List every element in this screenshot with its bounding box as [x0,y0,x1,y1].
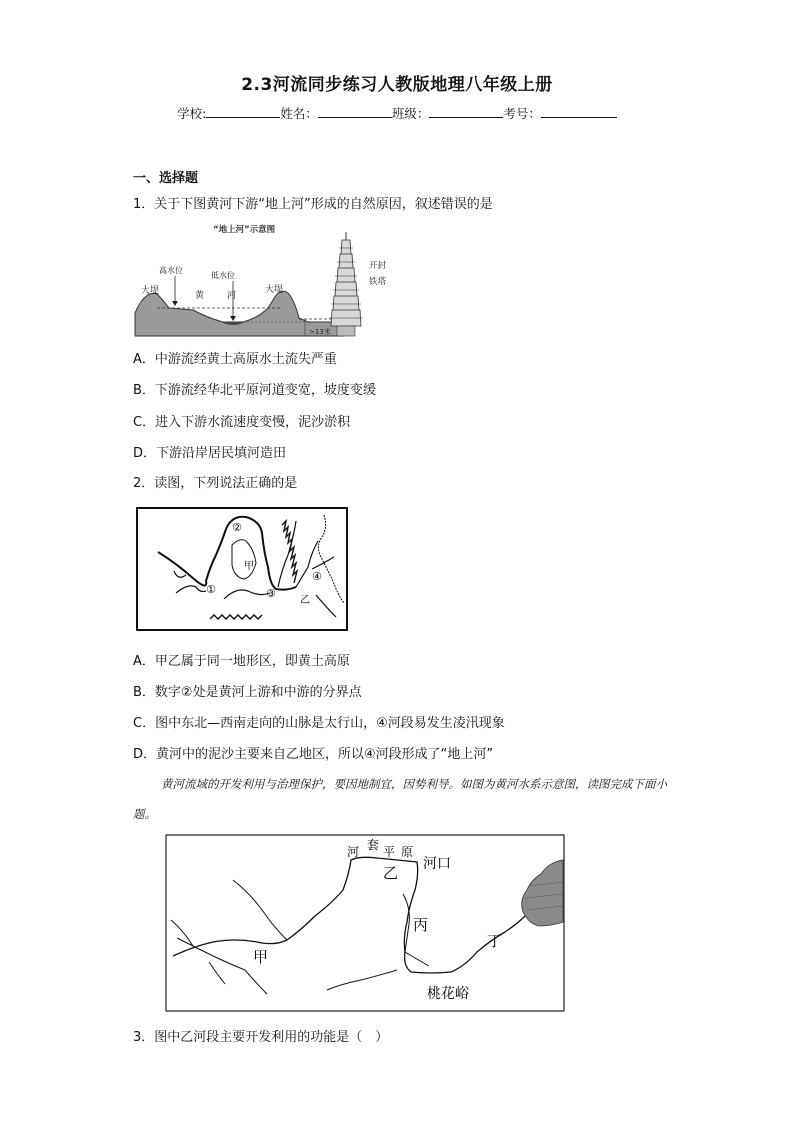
label-tao: 套 [367,838,380,852]
river-label-he: 河 [227,291,237,301]
label-jia: 甲 [253,948,269,966]
map3-frame [166,835,564,1011]
label-he: 河 [347,845,360,859]
q1-option-a[interactable]: A．中游流经黄土高原水土流失严重 [133,352,337,367]
name-blank[interactable] [318,105,392,118]
map-q2-label-4: ④ [312,570,322,583]
label-hekou: 河口 [423,856,451,872]
school-label: 学校: [177,106,207,121]
low-water-label: 低水位 [211,271,235,280]
map-q2-label-2: ② [232,521,242,534]
map-q2-frame [137,508,347,630]
q2-option-b[interactable]: B．数字②处是黄河上游和中游的分界点 [133,685,362,700]
class-blank[interactable] [429,105,503,118]
map-q2-label-3: ③ [266,587,276,600]
above-ground-river-diagram [133,218,395,338]
yellow-river-system-map [165,834,565,1012]
q2-option-c[interactable]: C．图中东北—西南走向的山脉是太行山，④河段易发生凌汛现象 [133,716,505,731]
section-heading: 一、选择题 [133,171,199,186]
label-bing: 丙 [413,916,429,934]
material-intro: 黄河流域的开发利用与治理保护，要因地制宜，因势利导。如图为黄河水系示意图，读图完成下面小题。 [133,777,667,821]
exam-no-label: 考号： [503,106,541,121]
high-water-arrowhead [172,301,178,306]
tower-label-2: 铁塔 [369,277,387,287]
student-info-line [0,104,794,122]
kaifeng-iron-tower [329,232,363,336]
label-taohuayu: 桃花峪 [427,986,469,1002]
name-label: 姓名： [280,106,318,121]
q1-option-d[interactable]: D．下游沿岸居民填河造田 [133,446,287,461]
q2-option-d[interactable]: D．黄河中的泥沙主要来自乙地区，所以④河段形成了“地上河” [133,747,494,762]
levee-right-label: 大堤 [265,285,284,295]
school-blank[interactable] [206,105,280,118]
label-ping: 平 [383,845,396,859]
question-1-stem: 1．关于下图黄河下游“地上河”形成的自然原因，叙述错误的是 [133,197,493,212]
yellow-river-map-q2 [136,507,348,631]
class-label: 班级： [391,106,430,121]
map-q2-label-1: ① [206,583,216,596]
levee-left-label: 大堤 [141,286,160,296]
river-label-huang: 黄 [195,291,205,301]
exam-no-blank[interactable] [541,105,617,118]
map-q2-label-jia: 甲 [244,561,254,572]
diagram-caption: “地上河”示意图 [213,225,276,235]
q1-option-b[interactable]: B．下游流经华北平原河道变宽，坡度变缓 [133,383,376,398]
low-water-arrowhead [230,316,236,321]
height-mark-label: >13米 [309,328,331,336]
page-title: 2.3河流同步练习人教版地理八年级上册 [241,75,553,95]
q1-option-c[interactable]: C．进入下游水流速度变慢，泥沙淤积 [133,415,351,430]
label-ding: 丁 [487,932,503,950]
label-yi: 乙 [383,864,399,882]
question-3-stem: 3．图中乙河段主要开发利用的功能是（ ） [133,1030,389,1045]
high-water-label: 高水位 [159,266,183,275]
question-2-stem: 2．读图，下列说法正确的是 [133,476,298,491]
q2-option-a[interactable]: A．甲乙属于同一地形区，即黄土高原 [133,654,350,669]
label-yuan: 原 [401,845,414,859]
tower-label-1: 开封 [369,261,387,271]
map-q2-label-yi: 乙 [300,595,310,606]
